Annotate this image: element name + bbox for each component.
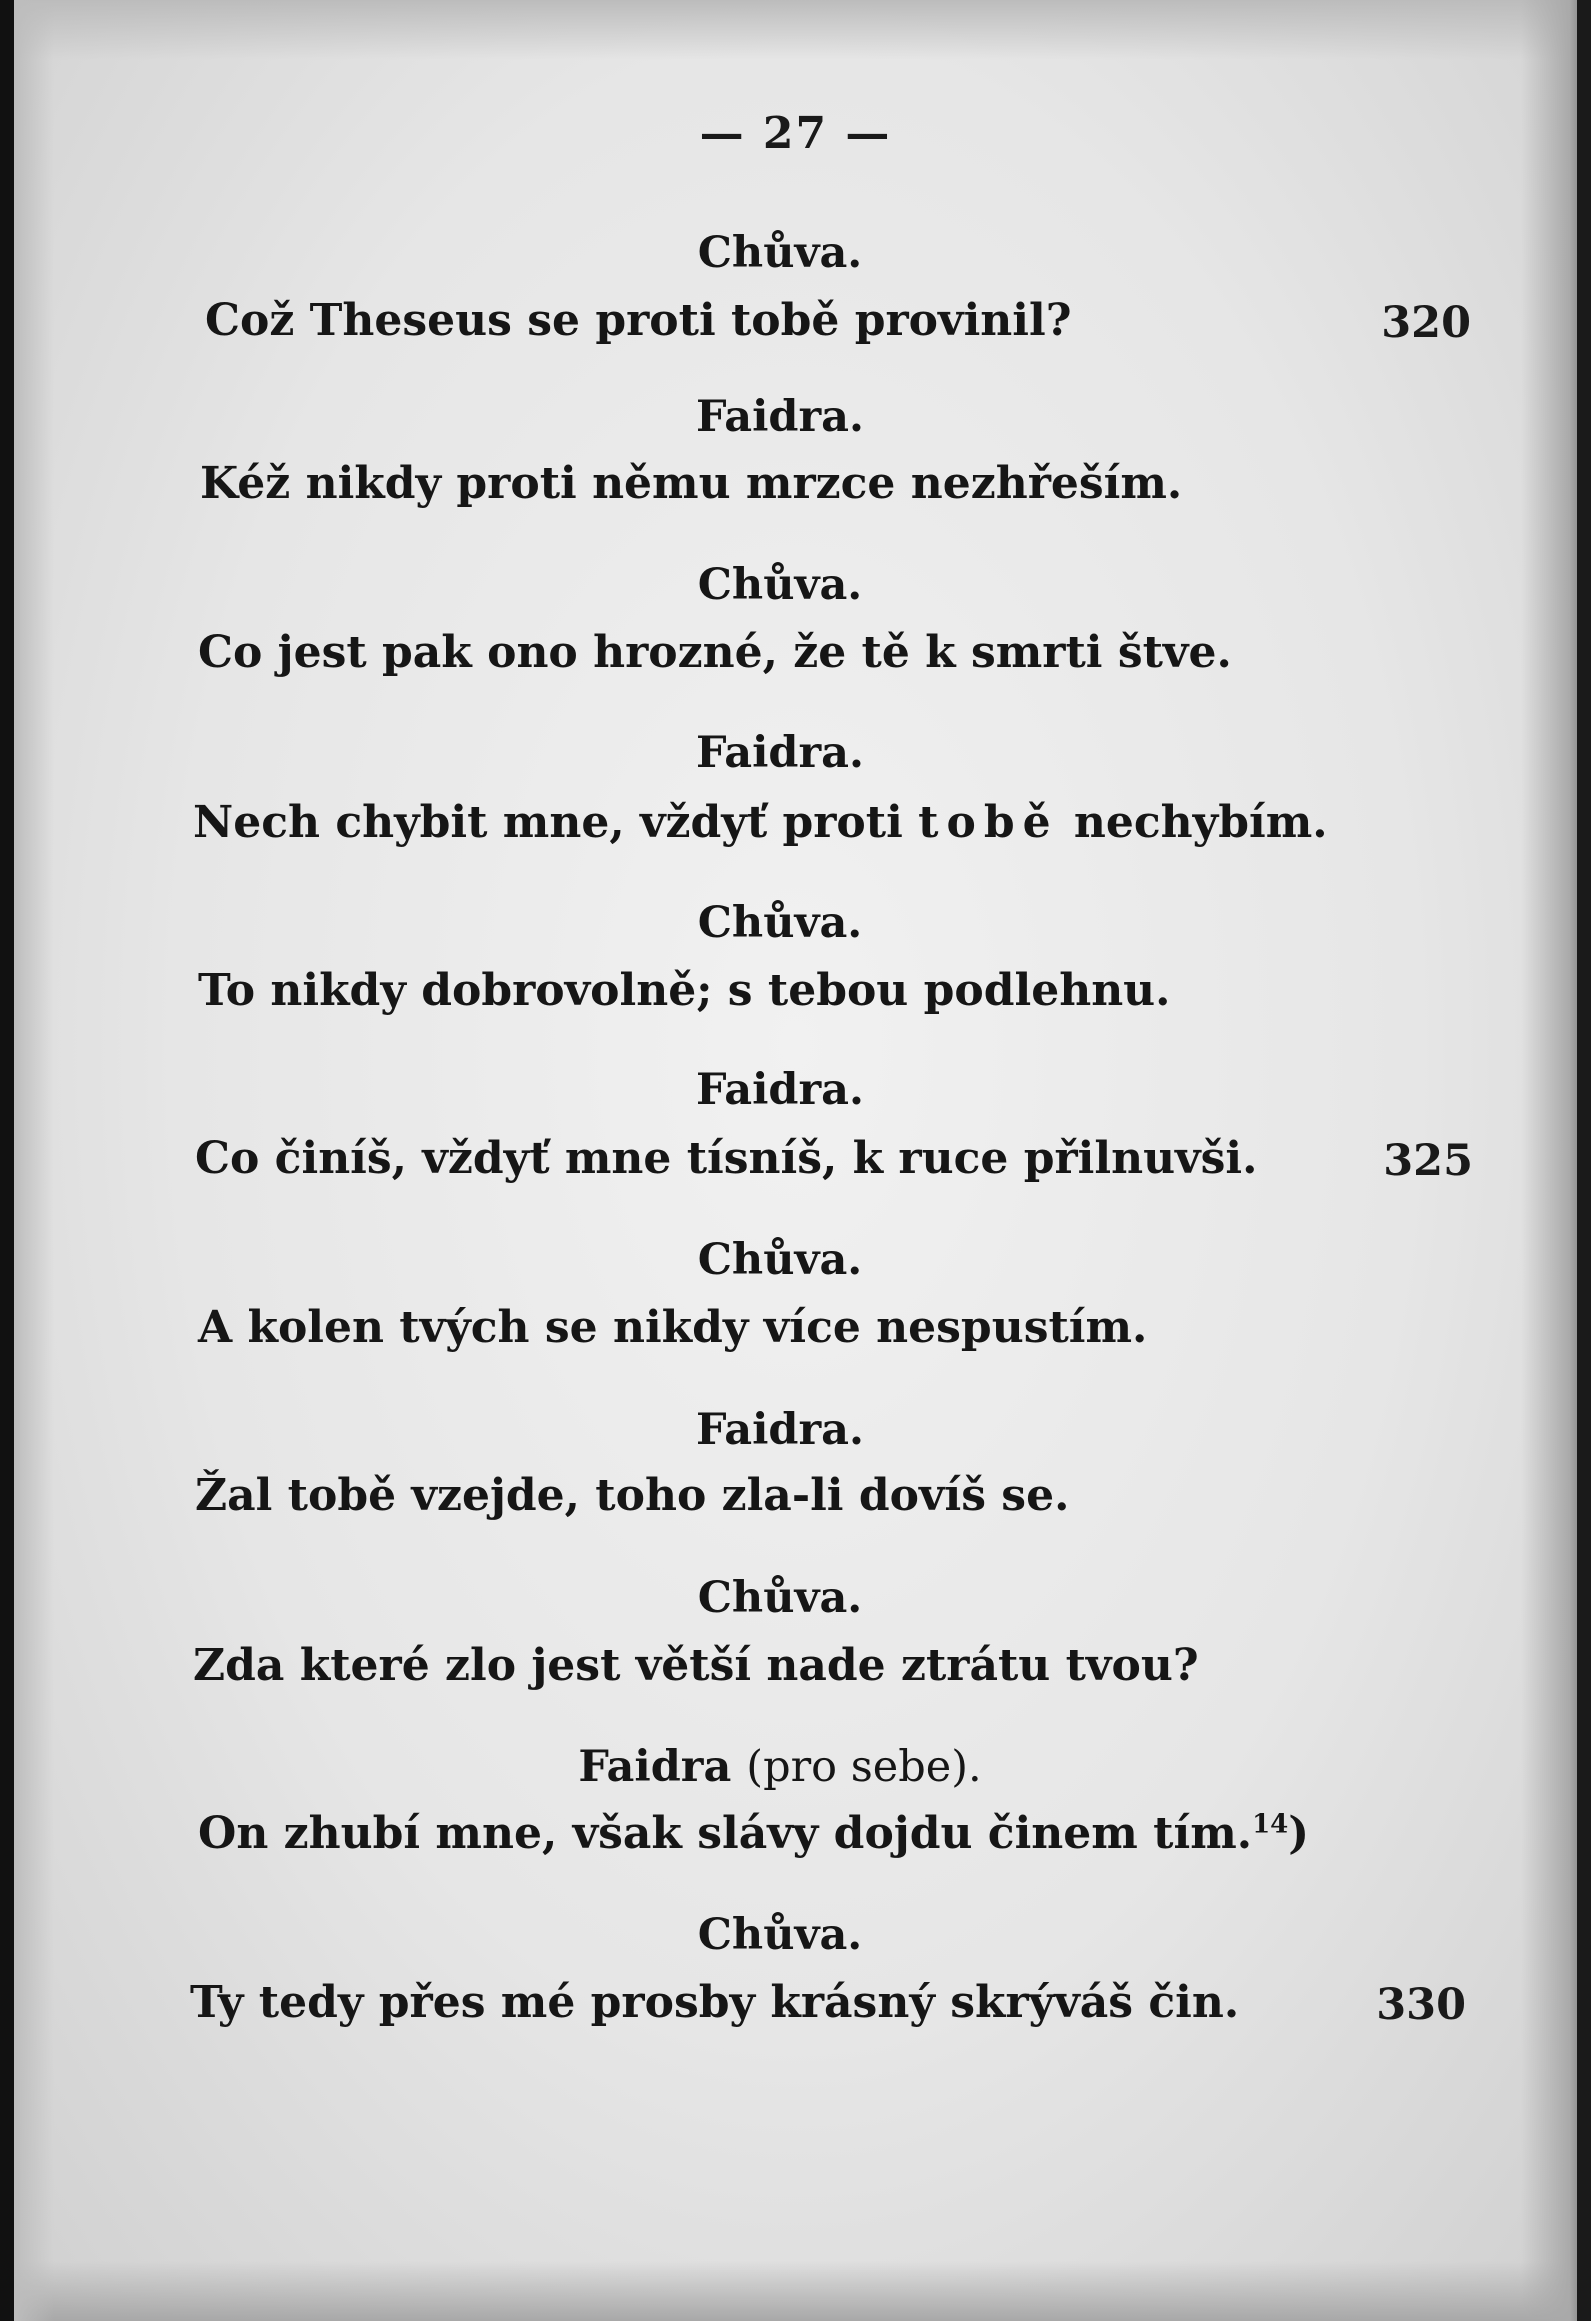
verse-line: A kolen tvých se nikdy více nespustím.: [198, 1302, 1148, 1353]
emphasized-word: tobě: [918, 797, 1059, 848]
verse-line: Kéž nikdy proti němu mrzce nezhřeším.: [200, 458, 1183, 509]
verse-line-number: 325: [1383, 1136, 1473, 1186]
page-right-edge: [1577, 0, 1591, 2321]
verse-line: [198, 1808, 1309, 1859]
stage-direction: (pro sebe).: [746, 1742, 982, 1792]
page-bottom-shadow: [0, 2261, 1591, 2321]
verse-line: [193, 797, 1328, 848]
speaker-heading: Faidra.: [696, 1065, 864, 1115]
verse-text: nechybím.: [1058, 797, 1328, 848]
verse-line: Žal tobě vzejde, toho zla-li dovíš se.: [195, 1470, 1070, 1521]
speaker-heading: Chůva.: [697, 1235, 863, 1285]
speaker-heading: Faidra.: [696, 728, 864, 778]
gutter-edge: [0, 0, 14, 2321]
speaker-heading: Faidra.: [696, 1405, 864, 1455]
speaker-name: Faidra: [578, 1742, 732, 1792]
verse-text: ): [1288, 1808, 1310, 1859]
verse-text: On zhubí mne, však slávy dojdu činem tím.: [198, 1808, 1253, 1859]
speaker-heading: Chůva.: [697, 228, 863, 278]
verse-line: Ty tedy přes mé prosby krásný skrýváš čin.: [190, 1977, 1240, 2028]
verse-line-number: 320: [1381, 298, 1471, 348]
verse-line: Zda které zlo jest větší nade ztrátu tvou?: [193, 1640, 1199, 1691]
verse-line-number: 330: [1376, 1980, 1466, 2030]
verse-line: Co činíš, vždyť mne tísníš, k ruce přilnuvši.: [195, 1133, 1258, 1184]
speaker-heading: Chůva.: [697, 1573, 863, 1623]
gutter-shadow: [14, 0, 54, 2321]
speaker-heading: Faidra.: [696, 392, 864, 442]
footnote-marker: 14: [1252, 1809, 1289, 1840]
speaker-heading: Chůva.: [697, 898, 863, 948]
speaker-heading: Chůva.: [697, 1910, 863, 1960]
verse-line: Což Theseus se proti tobě provinil?: [205, 295, 1072, 346]
speaker-heading: [0, 1742, 1560, 1792]
page-top-shadow: [0, 0, 1591, 60]
speaker-heading: Chůva.: [697, 560, 863, 610]
page-number: — 27 —: [699, 108, 892, 159]
verse-line: Co jest pak ono hrozné, že tě k smrti štve.: [198, 627, 1232, 678]
verse-line: To nikdy dobrovolně; s tebou podlehnu.: [198, 965, 1171, 1016]
verse-text: Nech chybit mne, vždyť proti: [193, 797, 919, 848]
